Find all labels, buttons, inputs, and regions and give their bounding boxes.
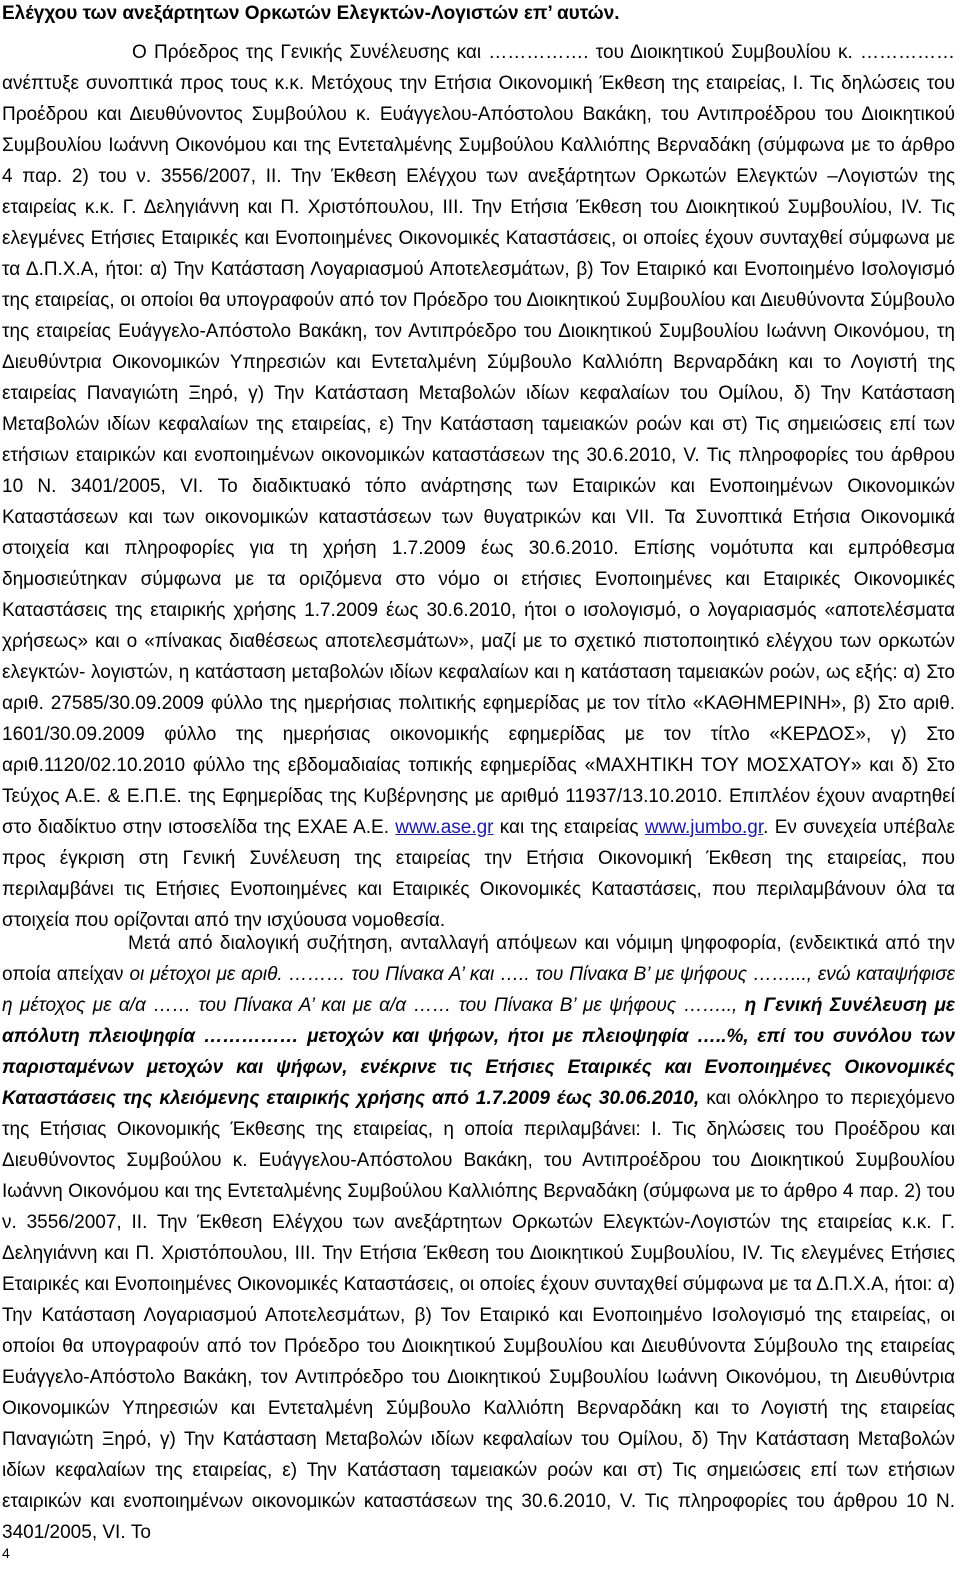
italic-text: οι μέτοχοι με αριθ. ……… του Πίνακα Α’ και ….. του Πίνακα Β’ με ψήφους ……..., ενώ καταψήφισε η μέτοχος με α/α …… του Πίνακα Α’ και με α/α …… του Πίνακα Β’ με ψήφους …….., — [2, 964, 956, 1016]
link-jumbo[interactable]: www.jumbo.gr — [644, 817, 764, 838]
bold-date-range: 1.7.2009 έως 30.06.2010, — [475, 1088, 700, 1109]
bold-italic-text: η Γενική Συνέλευση με απόλυτη πλειοψηφία …………… μετοχών και ψήφων, ήτοι με πλειοψηφία …..%, επί του συνόλου των παρισταμένων μετοχών και ψήφων, ενέκρινε τις Ετήσιες Εταιρικές και Ενοποιημένες Οικονομικές Καταστάσεις της κλειόμενης εταιρικής χρήσης από — [2, 995, 956, 1109]
paragraph-text: . Εν συνεχεία υπέβαλε προς έγκριση στη Γενική Συνέλευση της εταιρείας την Ετήσια Οικονομική Έκθεση της εταιρείας, που περιλαμβάνει τις Ετήσιες Ενοποιημένες και Εταιρικές Οικονομικές Καταστάσεις, που περιλαμβάνουν όλα τα στοιχεία που ορίζονται από την ισχύουσα νομοθεσία. — [2, 817, 956, 931]
section-heading: Ελέγχου των ανεξάρτητων Ορκωτών Ελεγκτών-Λογιστών επ’ αυτών. — [2, 3, 620, 24]
paragraph-text: Μετά από διαλογική συζήτηση, ανταλλαγή απόψεων και νόμιμη ψηφοφορία, (ενδεικτικά από την οποία απείχαν — [2, 933, 955, 985]
link-ase[interactable]: www.ase.gr — [395, 817, 494, 838]
paragraph-text: και ολόκληρο το περιεχόμενο της Ετήσιας Οικονομικής Έκθεσης της εταιρείας, η οποία περιλαμβάνει: Ι. Τις δηλώσεις του Προέδρου και Διευθύνοντος Συμβούλου κ. Ευάγγελου-Απόστολου Βακάκη, του Αντιπροέδρου του Διοικητικού Συμβουλίου Ιωάννη Οικονόμου και της Εντεταλμένης Συμβούλου Καλλιόπης Βερναδάκη (σύμφωνα με το άρθρο 4 παρ. 2) του ν. 3556/2007, ΙΙ. Την Έκθεση Ελέγχου των ανεξάρτητων Ορκωτών Ελεγκτών-Λογιστών της εταιρείας κ.κ. Γ. Δεληγιάννη και Π. Χριστόπουλου, ΙΙΙ. Την Ετήσια Έκθεση του Διοικητικού Συμβουλίου, IV. Τις ελεγμένες Ετήσιες Εταιρικές και Ενοποιημένες Οικονομικές Καταστάσεις, οι οποίες έχουν συνταχθεί σύμφωνα με τα Δ.Π.Χ.Α, ήτοι: α) Την Κατάσταση Λογαριασμού Αποτελεσμάτων, β) Τον Εταιρικό και Ενοποιημένο Ισολογισμό της εταιρείας, οι οποίοι θα υπογραφούν από τον Πρόεδρο του Διοικητικού Συμβουλίου και Διευθύνοντα Σύμβουλο της εταιρείας Ευάγγελο-Απόστολο Βακάκη, τον Αντιπρόεδρο του Διοικητικού Συμβουλίου Ιωάννη Οικονόμου, τη Διευθύντρια Οικονομικών Υπηρεσιών και Εντεταλμένη Σύμβουλο Καλλιόπη Βερναρδάκη και το Λογιστή της εταιρείας Παναγιώτη Ξηρό, γ) Την Κατάσταση Μεταβολών ιδίων κεφαλαίων του Ομίλου, δ) Την Κατάσταση Μεταβολών ιδίων κεφαλαίων της εταιρείας, ε) Την Κατάσταση ταμειακών ροών και στ) Τις σημειώσεις επί των ετήσιων εταιρικών και ενοποιημένων οικονομικών καταστάσεων της 30.6.2010, V. Τις πληροφορίες του άρθρου 10 Ν. 3401/2005, VI. Το — [2, 1088, 955, 1543]
page-number: 4 — [2, 1545, 10, 1561]
paragraph-resolution — [2, 928, 955, 1548]
paragraph-annual-report — [2, 37, 955, 936]
paragraph-text: και της εταιρείας — [499, 817, 639, 838]
paragraph-text: Ο Πρόεδρος της Γενικής Συνέλευσης και ……………. του Διοικητικού Συμβουλίου κ. …………… ανέπτυξε συνοπτικά προς τους κ.κ. Μετόχους την Ετήσια Οικονομική Έκθεση της εταιρείας, Ι. Τις δηλώσεις του Προέδρου και Διευθύνοντος Συμβούλου κ. Ευάγγελου-Απόστολου Βακάκη, του Αντιπροέδρου του Διοικητικού Συμβουλίου Ιωάννη Οικονόμου και της Εντεταλμένης Συμβούλου Καλλιόπης Βερναδάκη (σύμφωνα με το άρθρο 4 παρ. 2) του ν. 3556/2007, ΙΙ. Την Έκθεση Ελέγχου των ανεξάρτητων Ορκωτών Ελεγκτών –Λογιστών της εταιρείας κ.κ. Γ. Δεληγιάννη και Π. Χριστόπουλου, ΙΙΙ. Την Ετήσια Έκθεση του Διοικητικού Συμβουλίου, IV. Τις ελεγμένες Ετήσιες Εταιρικές και Ενοποιημένες Οικονομικές Καταστάσεις, οι οποίες έχουν συνταχθεί σύμφωνα με τα Δ.Π.Χ.Α, ήτοι: α) Την Κατάσταση Λογαριασμού Αποτελεσμάτων, β) Τον Εταιρικό και Ενοποιημένο Ισολογισμό της εταιρείας, οι οποίοι θα υπογραφούν από τον Πρόεδρο του Διοικητικού Συμβουλίου και Διευθύνοντα Σύμβουλο της εταιρείας Ευάγγελο-Απόστολο Βακάκη, τον Αντιπρόεδρο του Διοικητικού Συμβουλίου Ιωάννη Οικονόμου, τη Διευθύντρια Οικονομικών Υπηρεσιών και Εντεταλμένη Σύμβουλο Καλλιόπη Βερναρδάκη και το Λογιστή της εταιρείας Παναγιώτη Ξηρό, γ) Την Κατάσταση Μεταβολών ιδίων κεφαλαίων του Ομίλου, δ) Την Κατάσταση Μεταβολών ιδίων κεφαλαίων της εταιρείας, ε) Την Κατάσταση ταμειακών ροών και στ) Τις σημειώσεις επί των ετήσιων εταιρικών και ενοποιημένων οικονομικών καταστάσεων της 30.6.2010, V. Τις πληροφορίες του άρθρου 10 Ν. 3401/2005, VI. Το διαδικτυακό τόπο ανάρτησης των Εταιρικών και Ενοποιημένων Οικονομικών Καταστάσεων και των οικονομικών καταστάσεων των θυγατρικών και VII. Τα Συνοπτικά Ετήσια Οικονομικά στοιχεία και πληροφορίες για τη χρήση 1.7.2009 έως 30.6.2010. Επίσης νομότυπα και εμπρόθεσμα δημοσιεύτηκαν σύμφωνα με τα οριζόμενα στο νόμο οι ετήσιες Ενοποιημένες και Εταιρικές Οικονομικές Καταστάσεις της εταιρικής χρήσης 1.7.2009 έως 30.6.2010, ήτοι ο ισολογισμό, ο λογαριασμός «αποτελέσματα χρήσεως» και ο «πίνακας διαθέσεως αποτελεσμάτων», μαζί με το σχετικό πιστοποιητικό ελέγχου των ορκωτών ελεγκτών- λογιστών, η κατάσταση μεταβολών ιδίων κεφαλαίων και η κατάσταση ταμειακών ροών, ως εξής: α) Στο αριθ. 27585/30.09.2009 φύλλο της ημερήσιας πολιτικής εφημερίδας με τον τίτλο «ΚΑΘΗΜΕΡΙΝΗ», β) Στο αριθ. 1601/30.09.2009 φύλλο της ημερήσιας οικονομικής εφημερίδας με τον τίτλο «ΚΕΡΔΟΣ», γ) Στο αριθ.1120/02.10.2010 φύλλο της εβδομαδιαίας τοπικής εφημερίδας «ΜΑΧΗΤΙΚΗ ΤΟΥ ΜΟΣΧΑΤΟΥ» και δ) Στο Τεύχος Α.Ε. & Ε.Π.Ε. της Εφημερίδας της Κυβέρνησης με αριθμό 11937/13.10.2010. Επιπλέον έχουν αναρτηθεί στο διαδίκτυο στην ιστοσελίδα της ΕΧΑΕ Α.Ε. — [2, 42, 955, 838]
